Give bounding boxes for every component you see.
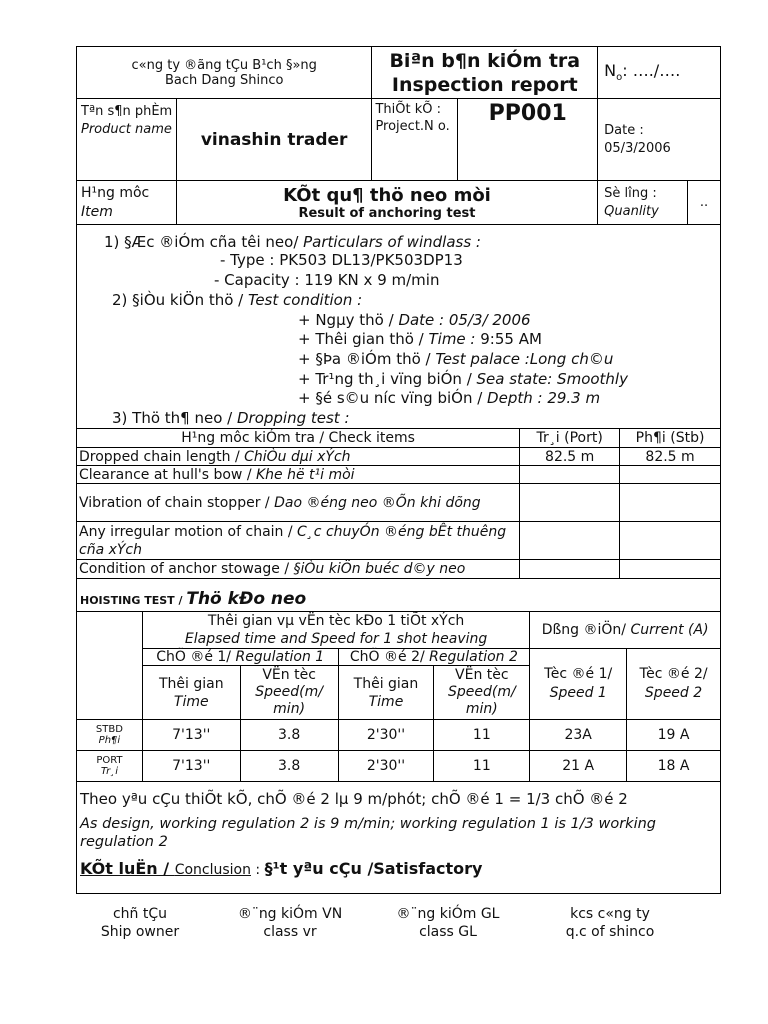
windlass-type: - Type : PK503 DL13/PK503DP13 xyxy=(220,251,463,269)
quantity-label-vn: Sè lîng : xyxy=(604,185,657,201)
port-value xyxy=(520,522,620,560)
stb-value xyxy=(620,522,721,560)
section1-heading-en: Particulars of windlass : xyxy=(303,233,481,251)
check-item-en: Clearance at hull's bow / xyxy=(79,466,256,483)
regulation1-header xyxy=(142,649,338,666)
table-row xyxy=(77,522,721,560)
stb-value: 82.5 m xyxy=(620,448,721,466)
conclusion-label-en: Conclusion xyxy=(174,862,251,878)
hoisting-test-title-vn: Thö kÐo neo xyxy=(186,589,307,609)
report-number-cell xyxy=(598,47,721,99)
date-value: 05/3/2006 xyxy=(604,140,671,156)
windlass-capacity: - Capacity : 119 KN x 9 m/min xyxy=(214,271,440,289)
date-label: Date : xyxy=(604,122,644,138)
side-label-vn: Tr¸i xyxy=(100,766,119,777)
time2-value: 2'30'' xyxy=(338,751,434,782)
check-item xyxy=(77,522,520,560)
test-time xyxy=(298,330,542,348)
check-item xyxy=(77,448,520,466)
conclusion-line xyxy=(80,859,482,878)
port-value: 82.5 m xyxy=(520,448,620,466)
hoisting-test-title xyxy=(80,589,306,609)
header-table xyxy=(76,46,721,225)
speed1-value: 3.8 xyxy=(240,751,338,782)
time1-header-vn: Thêi gian xyxy=(158,675,224,692)
check-item xyxy=(77,560,520,579)
section3-heading-vn: 3) Thö th¶ neo / xyxy=(112,409,237,427)
check-item-en: Vibration of chain stopper / xyxy=(79,494,275,511)
current2-value: 18 A xyxy=(627,751,721,782)
elapsed-header-en: Elapsed time and Speed for 1 shot heaving xyxy=(184,631,488,647)
hoisting-test-title-en: HOISTING TEST / xyxy=(80,594,187,607)
report-number-value: : …./…. xyxy=(622,61,681,81)
current-header-en: Current (A) xyxy=(630,622,709,638)
current1-value: 21 A xyxy=(530,751,627,782)
speed1-value: 3.8 xyxy=(240,720,338,751)
water-depth-en: Depth : 29.3 m xyxy=(487,389,601,407)
section3-heading xyxy=(112,409,350,427)
signature-class-gl xyxy=(388,905,508,941)
design-note-en: As design, working regulation 2 is 9 m/min; working regulation 1 is 1/3 working regulation 2 xyxy=(80,816,656,850)
company-cell xyxy=(77,47,372,99)
speedval2-header xyxy=(434,666,530,720)
sea-state-vn: + Tr¹ng th¸i vïng biÓn / xyxy=(298,370,477,388)
regulation2-en: Regulation 2 xyxy=(429,649,518,665)
conclusion-separator: : xyxy=(250,862,265,878)
design-note-vn: Theo yªu cÇu thiÕt kÕ, chÕ ®é 2 lµ 9 m/phót; chÕ ®é 1 = 1/3 chÕ ®é 2 xyxy=(80,790,628,808)
side-label xyxy=(77,751,143,782)
speed1-header xyxy=(530,649,627,720)
item-title-vn: KÕt qu¶ thö neo mòi xyxy=(283,184,491,206)
check-items-header: H¹ng môc kiÓm tra / Check items xyxy=(77,429,520,448)
test-date-vn: + Ngµy thö / xyxy=(298,311,399,329)
dropping-test-table xyxy=(76,428,721,579)
company-name-en: Bach Dang Shinco xyxy=(164,72,284,88)
report-title-cell xyxy=(372,47,598,99)
date-cell xyxy=(598,99,721,181)
check-item-vn: C¸c chuyÓn ®éng bÊt thuêng cña xÝch xyxy=(79,523,507,558)
table-row xyxy=(77,484,721,522)
signature-ship-owner xyxy=(80,905,200,941)
report-title-vn: Biªn b¶n kiÓm tra xyxy=(389,49,581,72)
speed2-header-en: Speed 2 xyxy=(644,685,703,701)
section2-heading-en: Test condition : xyxy=(248,291,363,309)
test-time-en: Time : xyxy=(428,330,481,348)
stb-header: Ph¶i (Stb) xyxy=(620,429,721,448)
item-label-vn: H¹ng môc xyxy=(81,184,150,201)
signature-qc-shinco xyxy=(540,905,680,941)
test-place-vn: + §Þa ®iÓm thö / xyxy=(298,350,436,368)
test-date xyxy=(298,311,531,329)
check-item-vn: Khe hë t¹i mòi xyxy=(255,466,355,483)
current-header xyxy=(530,612,721,649)
conclusion-result-vn: §¹t yªu cÇu / xyxy=(264,859,374,878)
signature-ship-owner-en: Ship owner xyxy=(100,924,180,940)
signature-class-vr-en: class vr xyxy=(263,924,317,940)
speed1-header-en: Speed 1 xyxy=(549,685,607,701)
report-title-en: Inspection report xyxy=(391,73,578,96)
table-row xyxy=(77,720,721,751)
company-name-vn: c«ng ty ®ãng tÇu B¹ch §»ng xyxy=(131,57,317,73)
section2-heading-vn: 2) §iÒu kiÖn thö / xyxy=(112,291,249,309)
speed2-value: 11 xyxy=(434,751,530,782)
table-row xyxy=(77,560,721,579)
test-place xyxy=(298,350,613,368)
section1-heading xyxy=(104,233,481,251)
check-item-en: Dropped chain length / xyxy=(79,448,245,465)
product-label-cell xyxy=(77,99,177,181)
item-title-en: Result of anchoring test xyxy=(298,205,476,221)
side-label-en: PORT xyxy=(96,755,123,766)
section2-heading xyxy=(112,291,362,309)
section1-heading-vn: 1) §Æc ®iÓm cña têi neo/ xyxy=(104,233,304,251)
table-row xyxy=(77,466,721,484)
time1-value: 7'13'' xyxy=(142,751,240,782)
report-number-sub: o xyxy=(616,72,623,84)
time2-header xyxy=(338,666,434,720)
quantity-label-en: Quanlity xyxy=(604,203,659,219)
conclusion-result-en: Satisfactory xyxy=(373,859,483,878)
side-label-vn: Ph¶i xyxy=(98,735,121,746)
water-depth-vn: + §é s©u níc vïng biÓn / xyxy=(298,389,488,407)
current-header-vn: Dßng ®iÖn/ xyxy=(541,622,631,638)
side-header-blank xyxy=(77,612,143,720)
table-row xyxy=(77,751,721,782)
item-title-cell xyxy=(176,181,597,225)
design-label: ThiÕt kÕ : Project.N o. xyxy=(372,99,458,181)
signature-class-vr-vn: ®¨ng kiÓm VN xyxy=(237,906,343,922)
elapsed-header-vn: Thêi gian vµ vËn tèc kÐo 1 tiÕt xÝch xyxy=(207,613,465,629)
project-number: PP001 xyxy=(458,99,598,181)
signature-class-gl-vn: ®¨ng kiÓm GL xyxy=(396,906,500,922)
time1-value: 7'13'' xyxy=(142,720,240,751)
hoisting-test-table xyxy=(76,611,721,782)
stb-value xyxy=(620,484,721,522)
check-item-en: Condition of anchor stowage / xyxy=(79,561,294,577)
regulation2-header xyxy=(338,649,530,666)
side-label-en: STBD xyxy=(95,724,123,735)
item-label-cell xyxy=(77,181,177,225)
sea-state xyxy=(298,370,628,388)
report-number-label: N xyxy=(604,61,617,81)
item-label-en: Item xyxy=(81,203,113,220)
elapsed-header xyxy=(142,612,529,649)
speedval2-header-en: Speed(m/ min) xyxy=(447,684,516,717)
speed2-value: 11 xyxy=(434,720,530,751)
test-place-en: Test palace :Long ch©u xyxy=(435,350,614,368)
signature-class-vr xyxy=(230,905,350,941)
product-name: vinashin trader xyxy=(176,99,372,181)
test-time-value: 9:55 AM xyxy=(480,330,542,348)
test-time-vn: + Thêi gian thö / xyxy=(298,330,429,348)
check-item-vn: §iÒu kiÖn buéc d©y neo xyxy=(293,561,466,577)
conclusion-label-vn: KÕt luËn / xyxy=(80,859,175,878)
side-label xyxy=(77,720,143,751)
check-item-vn: Dao ®éng neo ®Õn khi dõng xyxy=(274,494,481,511)
signature-class-gl-en: class GL xyxy=(419,924,477,940)
quantity-value: .. xyxy=(688,181,721,225)
quantity-label-cell xyxy=(598,181,688,225)
time2-header-en: Time xyxy=(368,693,404,710)
current1-value: 23A xyxy=(530,720,627,751)
regulation1-vn: ChÕ ®é 1/ xyxy=(156,649,236,665)
table-row xyxy=(77,448,721,466)
product-label-en: Product name xyxy=(81,122,172,137)
water-depth xyxy=(298,389,600,407)
time2-header-vn: Thêi gian xyxy=(353,675,419,692)
speed1-header-vn: Tèc ®é 1/ xyxy=(544,666,613,682)
speedval1-header-en: Speed(m/ min) xyxy=(255,684,323,717)
check-item xyxy=(77,466,520,484)
test-date-en: Date : 05/3/ 2006 xyxy=(398,311,531,329)
regulation1-en: Regulation 1 xyxy=(235,649,325,665)
check-item xyxy=(77,484,520,522)
time1-header-en: Time xyxy=(173,693,209,710)
speedval1-header xyxy=(240,666,338,720)
product-label-vn: Tªn s¶n phÈm xyxy=(81,104,173,119)
stb-value xyxy=(620,560,721,579)
port-header: Tr¸i (Port) xyxy=(520,429,620,448)
section3-heading-en: Dropping test : xyxy=(236,409,350,427)
signature-ship-owner-vn: chñ tÇu xyxy=(112,906,168,922)
check-item-vn: ChiÒu dµi xÝch xyxy=(244,448,351,465)
port-value xyxy=(520,484,620,522)
speed2-header xyxy=(627,649,721,720)
speedval1-header-vn: VËn tèc xyxy=(262,667,316,683)
check-item-en: Any irregular motion of chain / xyxy=(79,523,298,540)
speed2-header-vn: Tèc ®é 2/ xyxy=(639,666,708,682)
sea-state-en: Sea state: Smoothly xyxy=(476,370,628,388)
speedval2-header-vn: VËn tèc xyxy=(455,667,509,683)
stb-value xyxy=(620,466,721,484)
signature-qc-shinco-en: q.c of shinco xyxy=(565,924,655,940)
port-value xyxy=(520,560,620,579)
signature-qc-shinco-vn: kcs c«ng ty xyxy=(570,906,650,922)
time2-value: 2'30'' xyxy=(338,720,434,751)
regulation2-vn: ChÕ ®é 2/ xyxy=(349,649,430,665)
current2-value: 19 A xyxy=(627,720,721,751)
port-value xyxy=(520,466,620,484)
time1-header xyxy=(142,666,240,720)
